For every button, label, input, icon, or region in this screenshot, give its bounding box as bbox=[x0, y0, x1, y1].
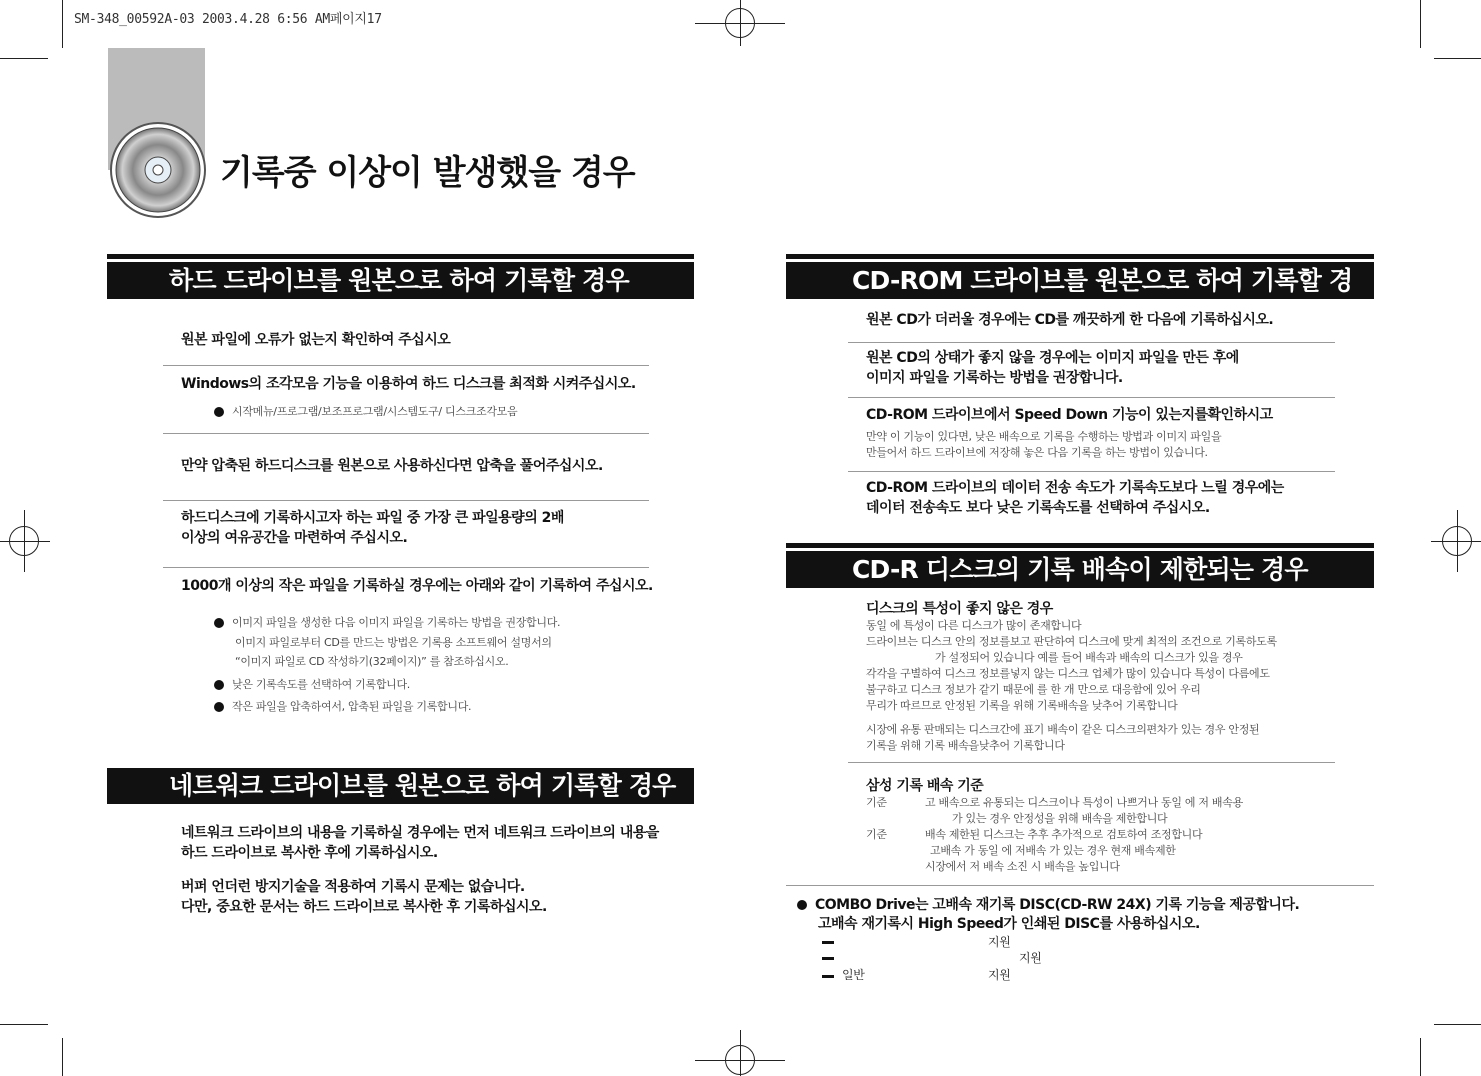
subheading: 디스크의 특성이 좋지 않은 경우 bbox=[866, 601, 1053, 617]
paragraph-line: CD-ROM 드라이브의 데이터 전송 속도가 기록속도보다 느릴 경우에는 bbox=[866, 480, 1284, 496]
note-line: 만약 이 기능이 있다면, 낮은 배속으로 기록을 수행하는 방법과 이미지 파일을 bbox=[866, 430, 1222, 443]
criteria-label: 기준 bbox=[866, 796, 887, 809]
divider bbox=[848, 397, 1335, 398]
paragraph-line: 데이터 전송속도 보다 낮은 기록속도를 선택하여 주십시오. bbox=[866, 500, 1210, 516]
paragraph: 원본 CD가 더러울 경우에는 CD를 깨끗하게 한 다음에 기록하십시오. bbox=[866, 312, 1274, 328]
divider bbox=[786, 885, 1374, 886]
bullet-icon bbox=[214, 702, 224, 712]
combo-note-line: COMBO Drive는 고배속 재기록 DISC(CD-RW 24X) 기록 기능을 제공합니다. bbox=[815, 897, 1300, 913]
text-line: 기록을 위해 기록 배속을낮추어 기록합니다 bbox=[866, 739, 1065, 752]
paragraph-line: 이상의 여유공간을 마련하여 주십시오. bbox=[181, 530, 408, 546]
paragraph: Windows의 조각모음 기능을 이용하여 하드 디스크를 최적화 시켜주십시오. bbox=[181, 376, 636, 392]
subheading: 삼성 기록 배속 기준 bbox=[866, 778, 984, 794]
section-header-cdr-speed: CD-R 디스크의 기록 배속이 제한되는 경우 bbox=[786, 551, 1374, 588]
divider bbox=[163, 433, 649, 434]
section-header-network-drive: 네트워크 드라이브를 원본으로 하여 기록할 경우 bbox=[107, 768, 694, 804]
dash-icon bbox=[822, 941, 834, 944]
support-text: 지원 bbox=[988, 935, 1011, 949]
support-text: 지원 bbox=[988, 968, 1011, 982]
text-line: 불구하고 디스크 정보가 같기 때문에 를 한 개 만으로 대응함에 있어 우리 bbox=[866, 683, 1201, 696]
section-header-hard-drive: 하드 드라이브를 원본으로 하여 기록할 경우 bbox=[107, 262, 694, 299]
text-line: 드라이브는 디스크 안의 정보를보고 판단하여 디스크에 맞게 최적의 조건으로 기록하도록 bbox=[866, 635, 1277, 648]
paragraph-line: 하드디스크에 기록하시고자 하는 파일 중 가장 큰 파일용량의 2배 bbox=[181, 510, 564, 526]
divider bbox=[163, 500, 649, 501]
bullet-text: 이미지 파일로부터 CD를 만드는 방법은 기록용 소프트웨어 설명서의 bbox=[235, 636, 552, 649]
cd-disc-icon bbox=[108, 120, 208, 220]
divider bbox=[163, 365, 649, 366]
text-line: 동일 에 특성이 다른 디스크가 많이 존재합니다 bbox=[866, 619, 1082, 632]
bullet-text: “이미지 파일로 CD 작성하기(32페이지)” 를 참조하십시오. bbox=[235, 655, 509, 668]
section-header-cdrom-drive: CD-ROM 드라이브를 원본으로 하여 기록할 경우 bbox=[786, 262, 1374, 299]
divider bbox=[848, 342, 1335, 343]
crop-mark bbox=[62, 1038, 63, 1076]
paragraph-line: 하드 드라이브로 복사한 후에 기록하십시오. bbox=[181, 845, 438, 861]
disc-type-label: 일반 bbox=[842, 968, 865, 982]
crop-mark bbox=[62, 0, 63, 48]
divider bbox=[163, 567, 649, 568]
paragraph: 원본 파일에 오류가 없는지 확인하여 주십시오 bbox=[181, 332, 451, 348]
dash-icon bbox=[822, 957, 834, 960]
bullet-text: 이미지 파일을 생성한 다음 이미지 파일을 기록하는 방법을 권장합니다. bbox=[232, 616, 561, 629]
text-line: 무리가 따르므로 안정된 기록을 위해 기록배속을 낮추어 기록합니다 bbox=[866, 699, 1178, 712]
text-line: 시장에 유통 판매되는 디스크간에 표기 배속이 같은 디스크의편차가 있는 경우 안정된 bbox=[866, 723, 1260, 736]
crop-mark bbox=[1420, 0, 1421, 48]
bullet-icon bbox=[214, 407, 224, 417]
divider bbox=[848, 471, 1335, 472]
crop-mark bbox=[1420, 1038, 1421, 1076]
paragraph: 만약 압축된 하드디스크를 원본으로 사용하신다면 압축을 풀어주십시오. bbox=[181, 458, 603, 474]
criteria-label: 기준 bbox=[866, 828, 887, 841]
criteria-text: 고 배속으로 유통되는 디스크이나 특성이 나쁘거나 동일 에 저 배속용 bbox=[925, 796, 1243, 809]
crop-mark bbox=[0, 58, 48, 59]
paragraph-line: 다만, 중요한 문서는 하드 드라이브로 복사한 후 기록하십시오. bbox=[181, 899, 547, 915]
criteria-text: 배속 제한된 디스크는 추후 추가적으로 검토하여 조정합니다 bbox=[925, 828, 1203, 841]
paragraph: 1000개 이상의 작은 파일을 기록하실 경우에는 아래와 같이 기록하여 주십시오. bbox=[181, 578, 653, 594]
combo-note-line: 고배속 재기록시 High Speed가 인쇄된 DISC를 사용하십시오. bbox=[818, 916, 1200, 932]
criteria-text: 고배속 가 동일 에 저배속 가 있는 경우 현재 배속제한 bbox=[930, 844, 1176, 857]
bullet-icon bbox=[214, 680, 224, 690]
bullet-text: 낮은 기록속도를 선택하여 기록합니다. bbox=[232, 678, 411, 691]
bullet-icon bbox=[214, 618, 224, 628]
crop-mark bbox=[0, 1024, 48, 1025]
divider bbox=[848, 762, 1335, 763]
criteria-text: 가 있는 경우 안정성을 위해 배속을 제한합니다 bbox=[952, 812, 1168, 825]
paragraph: CD-ROM 드라이브에서 Speed Down 기능이 있는지를확인하시고 bbox=[866, 407, 1273, 423]
crop-mark bbox=[1434, 1024, 1481, 1025]
paragraph-line: 원본 CD의 상태가 좋지 않을 경우에는 이미지 파일을 만든 후에 bbox=[866, 350, 1239, 366]
text-line: 각각을 구별하여 디스크 정보를넣지 않는 디스크 업체가 많이 있습니다 특성이 다름에도 bbox=[866, 667, 1270, 680]
support-text: 지원 bbox=[1019, 951, 1042, 965]
text-line: 가 설정되어 있습니다 예를 들어 배속과 배속의 디스크가 있을 경우 bbox=[935, 651, 1243, 664]
page-title: 기록중 이상이 발생했을 경우 bbox=[220, 153, 635, 193]
paragraph-line: 이미지 파일을 기록하는 방법을 권장합니다. bbox=[866, 370, 1123, 386]
menu-path-note: 시작메뉴/프로그램/보조프로그램/시스템도구/ 디스크조각모음 bbox=[232, 405, 518, 418]
note-line: 만들어서 하드 드라이브에 저장해 놓은 다음 기록을 하는 방법이 있습니다. bbox=[866, 446, 1208, 459]
criteria-text: 시장에서 저 배속 소진 시 배속을 높입니다 bbox=[925, 860, 1120, 873]
paragraph-line: 버퍼 언더런 방지기술을 적용하여 기록시 문제는 없습니다. bbox=[181, 879, 525, 895]
dash-icon bbox=[822, 975, 834, 978]
paragraph-line: 네트워크 드라이브의 내용을 기록하실 경우에는 먼저 네트워크 드라이브의 내용을 bbox=[181, 825, 659, 841]
crop-mark bbox=[1434, 58, 1481, 59]
bullet-icon bbox=[797, 900, 807, 910]
print-info: SM-348_00592A-03 2003.4.28 6:56 AM페이지17 bbox=[74, 12, 382, 27]
bullet-text: 작은 파일을 압축하여서, 압축된 파일을 기록합니다. bbox=[232, 700, 472, 713]
